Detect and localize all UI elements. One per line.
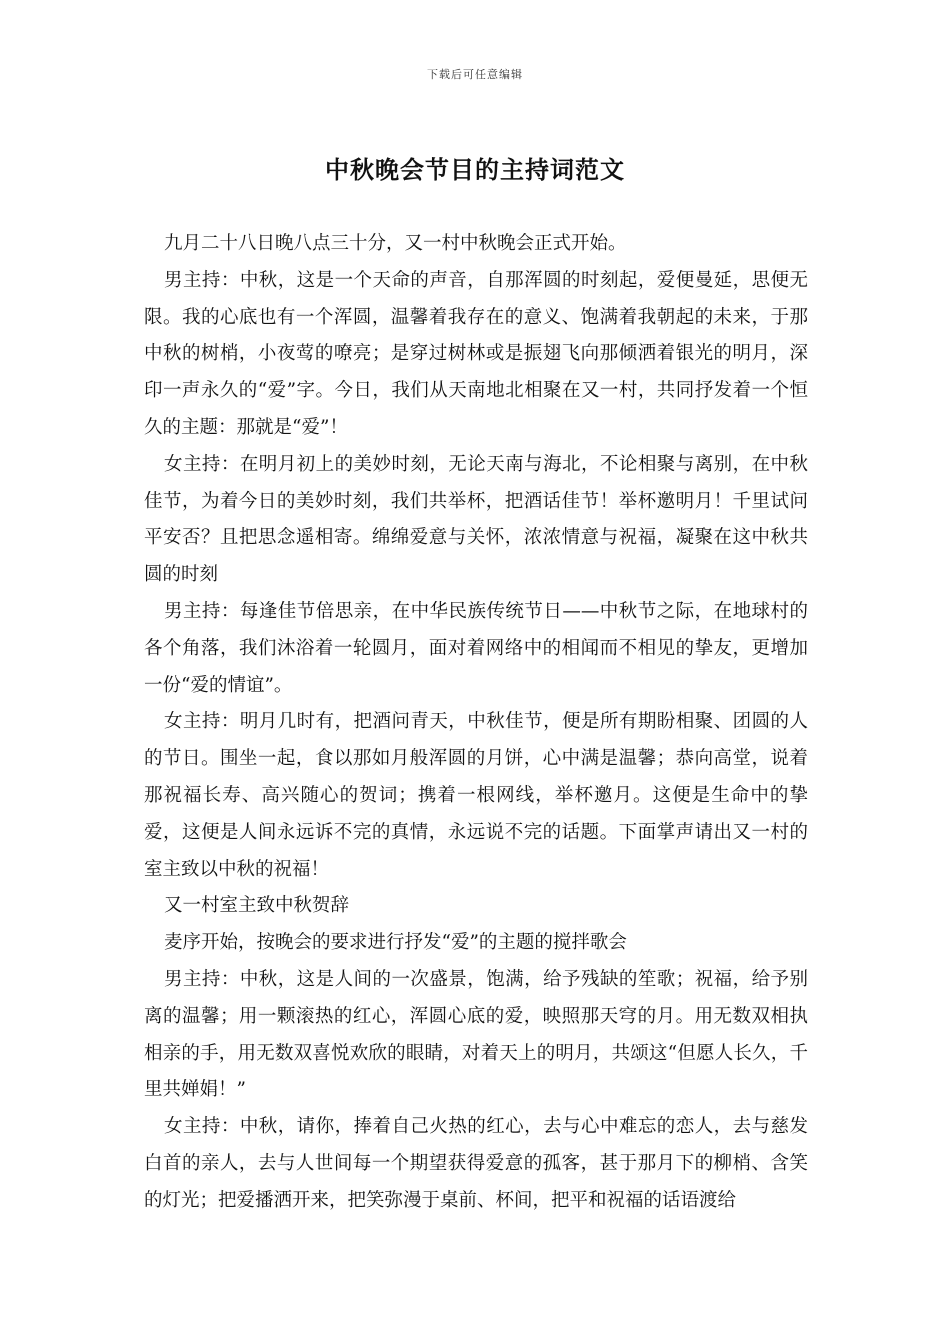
paragraph: 女主持：明月几时有，把酒问青天，中秋佳节，便是所有期盼相聚、团圆的人的节日。围坐一起，食以那如月般浑圆的月饼，心中满是温馨；恭向高堂，说着那祝福长寿、高兴随心的贺词；携着一根网线，举杯邀月。这便是生命中的挚爱，这便是人间永远诉不完的真情，永远说不完的话题。下面掌声请出又一村的室主致以中秋的祝福！ [144, 711, 808, 880]
paragraph: 男主持：中秋，这是一个天命的声音，自那浑圆的时刻起，爱便曼延，思便无限。我的心底也有一个浑圆，温馨着我存在的意义、饱满着我朝起的未来，于那中秋的树梢，小夜莺的嘹亮；是穿过树林或是振翅飞向那倾洒着银光的明月，深印一声永久的“爱”字。今日，我们从天南地北相聚在又一村，共同抒发着一个恒久的主题：那就是“爱”！ [144, 269, 808, 438]
document-title: 中秋晚会节目的主持词范文 [325, 155, 625, 184]
paragraph: 女主持：中秋，请你，捧着自己火热的红心，去与心中难忘的恋人，去与慈发白首的亲人，去与人世间每一个期望获得爱意的孤客，甚于那月下的柳梢、含笑的灯光；把爱播洒开来，把笑弥漫于桌前、杯间，把平和祝福的话语渡给 [144, 1116, 808, 1211]
paragraph: 男主持：中秋，这是人间的一次盛景，饱满，给予残缺的笙歌；祝福，给予别离的温馨；用一颗滚热的红心，浑圆心底的爱，映照那天穹的月。用无数双相执相亲的手，用无数双喜悦欢欣的眼睛，对着天上的明月，共颂这“但愿人长久，千里共婵娟！” [144, 968, 808, 1101]
paragraph: 男主持：每逢佳节倍思亲，在中华民族传统节日——中秋节之际，在地球村的各个角落，我们沐浴着一轮圆月，面对着网络中的相闻而不相见的挚友，更增加一份“爱的情谊”。 [144, 600, 808, 696]
paragraph: 女主持：在明月初上的美妙时刻，无论天南与海北，不论相聚与离别，在中秋佳节，为着今日的美妙时刻，我们共举杯，把酒话佳节！举杯邀明月！千里试问平安否？且把思念遥相寄。绵绵爱意与关怀，浓浓情意与祝福，凝聚在这中秋共圆的时刻 [144, 453, 808, 586]
paragraph: 又一村室主致中秋贺辞 [164, 895, 350, 917]
paragraph: 九月二十八日晚八点三十分，又一村中秋晚会正式开始。 [164, 233, 627, 254]
document-body [144, 226, 808, 1220]
paragraph: 麦序开始，按晚会的要求进行抒发“爱”的主题的搅拌歌会 [164, 932, 627, 954]
header-note: 下载后可任意编辑 [427, 68, 523, 81]
